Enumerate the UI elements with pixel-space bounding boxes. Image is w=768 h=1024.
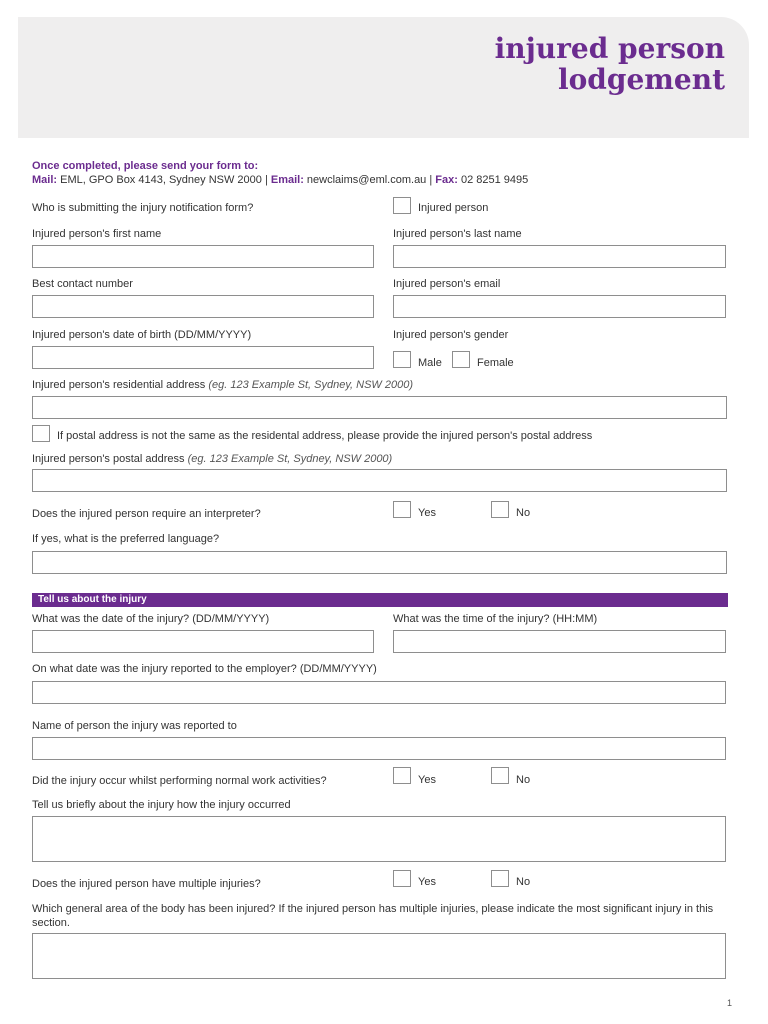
injury-time-label: What was the time of the injury? (HH:MM) [393, 613, 598, 625]
multiple-yes-checkbox[interactable] [393, 870, 411, 887]
language-field[interactable] [32, 551, 727, 574]
injured-person-option-label: Injured person [418, 202, 489, 214]
female-label: Female [477, 357, 514, 369]
postal-address-label [32, 453, 392, 465]
email-label: Email: [270, 174, 304, 186]
send-to-heading: Once completed, please send your form to: [32, 160, 259, 172]
date-reported-label: On what date was the injury reported to the employer? (DD/MM/YYYY) [32, 663, 377, 675]
interpreter-label: Does the injured person require an interpreter? [32, 508, 261, 520]
header-banner [18, 17, 749, 138]
residential-address-example: (eg. 123 Example St, Sydney, NSW 2000) [208, 379, 413, 391]
last-name-field[interactable] [393, 245, 726, 268]
female-checkbox[interactable] [452, 351, 470, 368]
how-occurred-label: Tell us briefly about the injury how the injury occurred [32, 799, 291, 811]
email-value: newclaims@eml.com.au | [303, 174, 436, 186]
page-title [495, 33, 725, 95]
how-occurred-field[interactable] [32, 816, 726, 862]
postal-address-text: Injured person's postal address [32, 453, 185, 465]
body-area-label: Which general area of the body has been injured? If the injured person has multiple injuries, please indicate the most significant injury in this section. [32, 903, 714, 929]
residential-address-label [32, 379, 413, 391]
injury-section-heading: Tell us about the injury [32, 593, 728, 607]
first-name-field[interactable] [32, 245, 374, 268]
body-area-field[interactable] [32, 933, 726, 979]
injury-date-field[interactable] [32, 630, 374, 653]
contact-number-field[interactable] [32, 295, 374, 318]
normal-work-no-label: No [516, 774, 531, 786]
postal-address-field[interactable] [32, 469, 727, 492]
normal-work-label: Did the injury occur whilst performing normal work activities? [32, 775, 327, 787]
last-name-label: Injured person's last name [393, 228, 522, 240]
injured-person-checkbox[interactable] [393, 197, 411, 214]
normal-work-yes-checkbox[interactable] [393, 767, 411, 784]
page-title-line2: lodgement [557, 63, 725, 96]
male-checkbox[interactable] [393, 351, 411, 368]
multiple-no-label: No [516, 876, 531, 888]
first-name-label: Injured person's first name [32, 228, 162, 240]
postal-address-example: (eg. 123 Example St, Sydney, NSW 2000) [187, 453, 393, 465]
residential-address-field[interactable] [32, 396, 727, 419]
postal-different-checkbox[interactable] [32, 425, 50, 442]
dob-field[interactable] [32, 346, 374, 369]
reported-to-field[interactable] [32, 737, 726, 760]
language-label: If yes, what is the preferred language? [32, 533, 220, 545]
interpreter-no-checkbox[interactable] [491, 501, 509, 518]
who-submitting-label: Who is submitting the injury notification form? [32, 202, 254, 214]
multiple-yes-label: Yes [418, 876, 436, 888]
injury-date-label: What was the date of the injury? (DD/MM/YYYY) [32, 613, 270, 625]
contact-number-label: Best contact number [32, 278, 133, 290]
male-label: Male [418, 357, 442, 369]
residential-address-text: Injured person's residential address [32, 379, 206, 391]
email-field[interactable] [393, 295, 726, 318]
fax-value: 02 8251 9495 [457, 174, 529, 186]
reported-to-label: Name of person the injury was reported to [32, 720, 237, 732]
page-number: 1 [726, 998, 732, 1008]
send-to-details [32, 174, 528, 186]
dob-label: Injured person's date of birth (DD/MM/YYYY) [32, 329, 252, 341]
page-title-line1: injured person [494, 32, 725, 65]
interpreter-yes-checkbox[interactable] [393, 501, 411, 518]
email-label-field: Injured person's email [393, 278, 501, 290]
normal-work-yes-label: Yes [418, 774, 436, 786]
interpreter-yes-label: Yes [418, 507, 436, 519]
mail-label: Mail: [32, 174, 58, 186]
mail-value: EML, GPO Box 4143, Sydney NSW 2000 | [57, 174, 271, 186]
interpreter-no-label: No [516, 507, 531, 519]
multiple-injuries-label: Does the injured person have multiple injuries? [32, 878, 261, 890]
normal-work-no-checkbox[interactable] [491, 767, 509, 784]
injury-time-field[interactable] [393, 630, 726, 653]
multiple-no-checkbox[interactable] [491, 870, 509, 887]
fax-label: Fax: [435, 174, 458, 186]
date-reported-field[interactable] [32, 681, 726, 704]
postal-different-label: If postal address is not the same as the residental address, please provide the injured person's postal address [57, 430, 593, 442]
gender-label: Injured person's gender [393, 329, 509, 341]
